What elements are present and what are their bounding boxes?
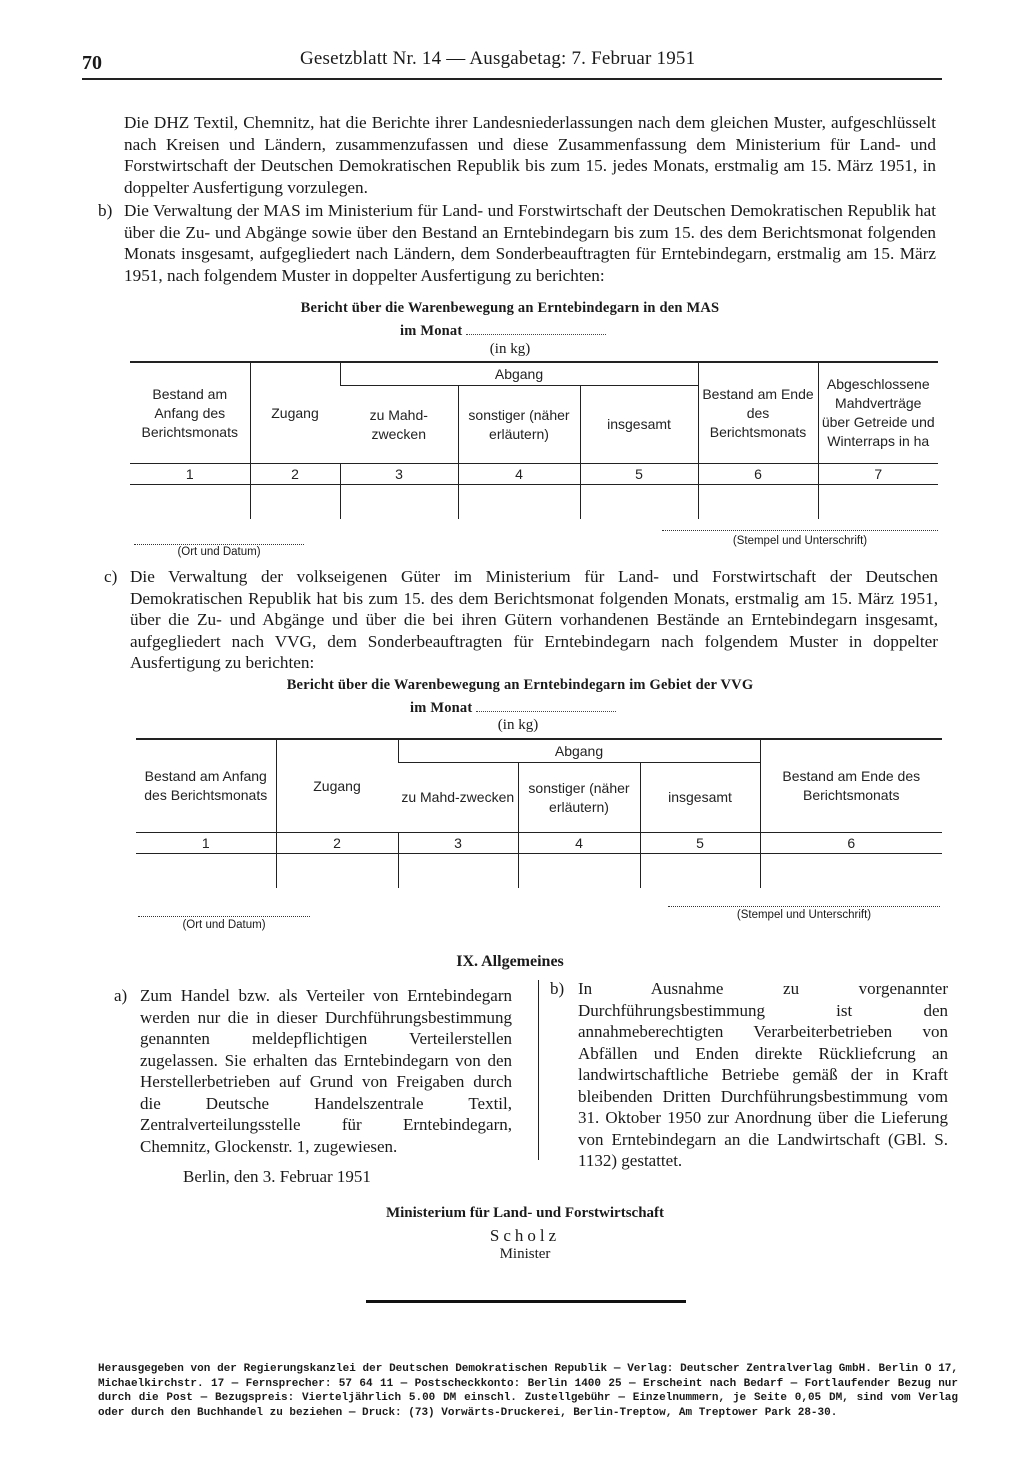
paragraph-c-label: c) <box>104 567 118 586</box>
r1-head-mahd: zu Mahd-zwecken <box>340 386 458 464</box>
report1-table <box>130 361 938 519</box>
section-ix-b <box>550 978 948 1172</box>
page-header-title: Gesetzblatt Nr. 14 — Ausgabetag: 7. Februar 1951 <box>300 48 696 69</box>
r2-stempel-line <box>668 906 940 907</box>
r1-empty-cell <box>130 485 250 520</box>
r2-empty-cell <box>398 854 518 889</box>
ministry-name: Ministerium für Land- und Forstwirtschaft <box>385 1205 665 1221</box>
paragraph-b <box>98 200 936 286</box>
paragraph-c-text: Die Verwaltung der volkseigenen Güter im Ministerium für Land- und Forstwirtschaft der Deutschen Demokratischen Republik hat bis zum 15. des dem Berichtsmonat folgenden Monats, erstmalig am 15. März 1951, über die Zu- und Abgänge und über die bei ihren Gütern vorhandenen Bestände an Erntebindegarn insgesamt, aufgegliedert nach VVG, dem Sonderbeauftragten für Erntebindegarn nach folgendem Muster in doppelter Ausfertigung zu berichten: <box>130 567 938 672</box>
r1-col-num: 5 <box>580 464 698 485</box>
header-rule <box>82 78 942 80</box>
report1-monat-blank <box>466 322 606 335</box>
r1-head-bestand-ende: Bestand am Ende des Berichtsmonats <box>698 362 818 464</box>
r1-empty-cell <box>818 485 938 520</box>
r1-col-num: 7 <box>818 464 938 485</box>
paragraph-b-label: b) <box>98 201 113 220</box>
r1-col-num: 3 <box>340 464 458 485</box>
report2-monat-label: im Monat <box>410 700 473 716</box>
place-date: Berlin, den 3. Februar 1951 <box>183 1167 371 1186</box>
r2-ort-datum: (Ort und Datum) <box>182 919 266 931</box>
report2-unit: (in kg) <box>497 717 539 733</box>
r2-head-bestand-anfang: Bestand am Anfang des Berichtsmonats <box>136 739 276 833</box>
r2-empty-cell <box>518 854 640 889</box>
column-divider <box>538 980 539 1160</box>
closing-rule <box>366 1300 686 1303</box>
r2-col-num: 2 <box>276 833 398 854</box>
report2-table <box>136 738 942 888</box>
report1-title: Bericht über die Warenbewegung an Erntebindegarn in den MAS <box>300 300 720 316</box>
report2-monat-blank <box>476 699 616 712</box>
intro-paragraph <box>124 112 936 198</box>
report2-title: Bericht über die Warenbewegung an Erntebindegarn im Gebiet der VVG <box>286 677 754 693</box>
r2-head-sonstiger: sonstiger (näher erläutern) <box>518 763 640 833</box>
paragraph-b-text: Die Verwaltung der MAS im Ministerium für Land- und Forstwirtschaft der Deutschen Demokratischen Republik hat über die Zu- und Abgänge sowie über den Bestand an Erntebindegarn bis zum 15. des dem Berichtsmonat folgenden Monats insgesamt, aufgegliedert nach Ländern, dem Sonderbeauftragten für Erntebindegarn, erstmalig am 15. März 1951, nach folgendem Muster in doppelter Ausfertigung zu berichten: <box>124 201 936 285</box>
section-ix-a-text: Zum Handel bzw. als Verteiler von Erntebindegarn werden nur die in dieser Durchführungsbestimmung genannten meldepflichtigen Verteilerstellen zugelassen. Sie erhalten das Erntebindegarn von den Herstellerbetrieben auf Grund von Freigaben durch die Deutsche Handelszentrale Textil, Zentralverteilungsstelle für Erntebindegarn, Chemnitz, Glockenstr. 1, zugewiesen. <box>140 986 512 1156</box>
r1-head-sonstiger: sonstiger (näher erläutern) <box>458 386 580 464</box>
r1-stempel-line <box>662 530 938 531</box>
imprint-text: Herausgegeben von der Regierungskanzlei der Deutschen Demokratischen Republik — Verlag: Deutscher Zentralverlag GmbH. Berlin O 17, Michaelkirchstr. 17 — Fernsprecher: 57 64 11 — Postscheckkonto: Berlin 1400 25 — Erscheint nach Bedarf — Fortlaufender Bezug nur durch die Post — Bezugspreis: Vierteljährlich 5.00 DM einschl. Zustellgebühr — Einzelnummern, je Seite 0,05 DM, sind vom Verlag oder durch den Buchhandel zu beziehen — Druck: (73) Vorwärts-Druckerei, Berlin-Treptow, Am Treptower Park 28-30. <box>98 1363 958 1419</box>
signatory-name: Scholz <box>489 1226 561 1245</box>
paragraph-c <box>104 566 938 674</box>
r2-stempel: (Stempel und Unterschrift) <box>736 909 872 921</box>
r1-empty-cell <box>340 485 458 520</box>
section-ix-heading: IX. Allgemeines <box>456 953 564 970</box>
r2-empty-cell <box>640 854 760 889</box>
r1-ort-line <box>134 544 304 545</box>
r1-col-num: 1 <box>130 464 250 485</box>
r1-empty-cell <box>698 485 818 520</box>
r2-head-bestand-ende: Bestand am Ende des Berichtsmonats <box>760 739 942 833</box>
r2-col-num: 5 <box>640 833 760 854</box>
r1-empty-cell <box>458 485 580 520</box>
report2-monat <box>410 699 670 717</box>
r1-col-num: 2 <box>250 464 340 485</box>
r2-col-num: 1 <box>136 833 276 854</box>
imprint-footer <box>98 1362 958 1420</box>
r2-empty-cell <box>276 854 398 889</box>
r1-empty-cell <box>580 485 698 520</box>
r2-head-insgesamt: insgesamt <box>640 763 760 833</box>
section-ix-a-label: a) <box>114 986 128 1005</box>
r2-head-abgang: Abgang <box>398 739 760 763</box>
page-number: 70 <box>82 52 102 74</box>
r2-head-zugang: Zugang <box>276 739 398 833</box>
r2-col-num: 6 <box>760 833 942 854</box>
report1-monat-label: im Monat <box>400 323 463 339</box>
r2-col-num: 3 <box>398 833 518 854</box>
r1-head-zugang: Zugang <box>250 362 340 464</box>
intro-text: Die DHZ Textil, Chemnitz, hat die Berichte ihrer Landesniederlassungen nach dem gleichen Muster, aufgeschlüsselt nach Kreisen und Ländern, zusammenzufassen und diese Zusammenfassung dem Ministerium für Land- und Forstwirtschaft der Deutschen Demokratischen Republik bis zum 15. jedes Monats, erstmalig am 15. März 1951, in doppelter Ausfertigung vorzulegen. <box>124 113 936 197</box>
r1-col-num: 6 <box>698 464 818 485</box>
r1-col-num: 4 <box>458 464 580 485</box>
r1-head-insgesamt: insgesamt <box>580 386 698 464</box>
report1-unit: (in kg) <box>489 341 531 357</box>
r2-col-num: 4 <box>518 833 640 854</box>
r2-empty-cell <box>136 854 276 889</box>
r1-head-bestand-anfang: Bestand am Anfang des Berichtsmonats <box>130 362 250 464</box>
section-ix-b-text: In Ausnahme zu vorgenannter Durchführungsbestimmung ist den annahmeberechtigten Verarbeiterbetrieben von Abfällen und Enden direkte Rückliefcrung an landwirtschaftliche Betriebe gemäß der in Kraft bleibenden Dritten Durchführungsbestimmung vom 31. Oktober 1950 zur Anordnung über die Lieferung von Erntebindegarn an die Landwirtschaft (GBl. S. 1132) gestattet. <box>578 979 948 1170</box>
signatory-role: Minister <box>499 1246 551 1262</box>
r1-ort-datum: (Ort und Datum) <box>177 546 261 558</box>
section-ix-a <box>114 985 512 1157</box>
r1-head-abgeschlossene: Abgeschlossene Mahdverträge über Getreide und Winterraps in ha <box>818 362 938 464</box>
section-ix-b-label: b) <box>550 979 565 998</box>
r1-empty-cell <box>250 485 340 520</box>
r1-head-abgang: Abgang <box>340 362 698 386</box>
r1-stempel: (Stempel und Unterschrift) <box>732 535 868 547</box>
r2-head-mahd: zu Mahd-zwecken <box>398 763 518 833</box>
r2-empty-cell <box>760 854 942 889</box>
report1-monat <box>400 322 660 340</box>
r2-ort-line <box>138 916 310 917</box>
